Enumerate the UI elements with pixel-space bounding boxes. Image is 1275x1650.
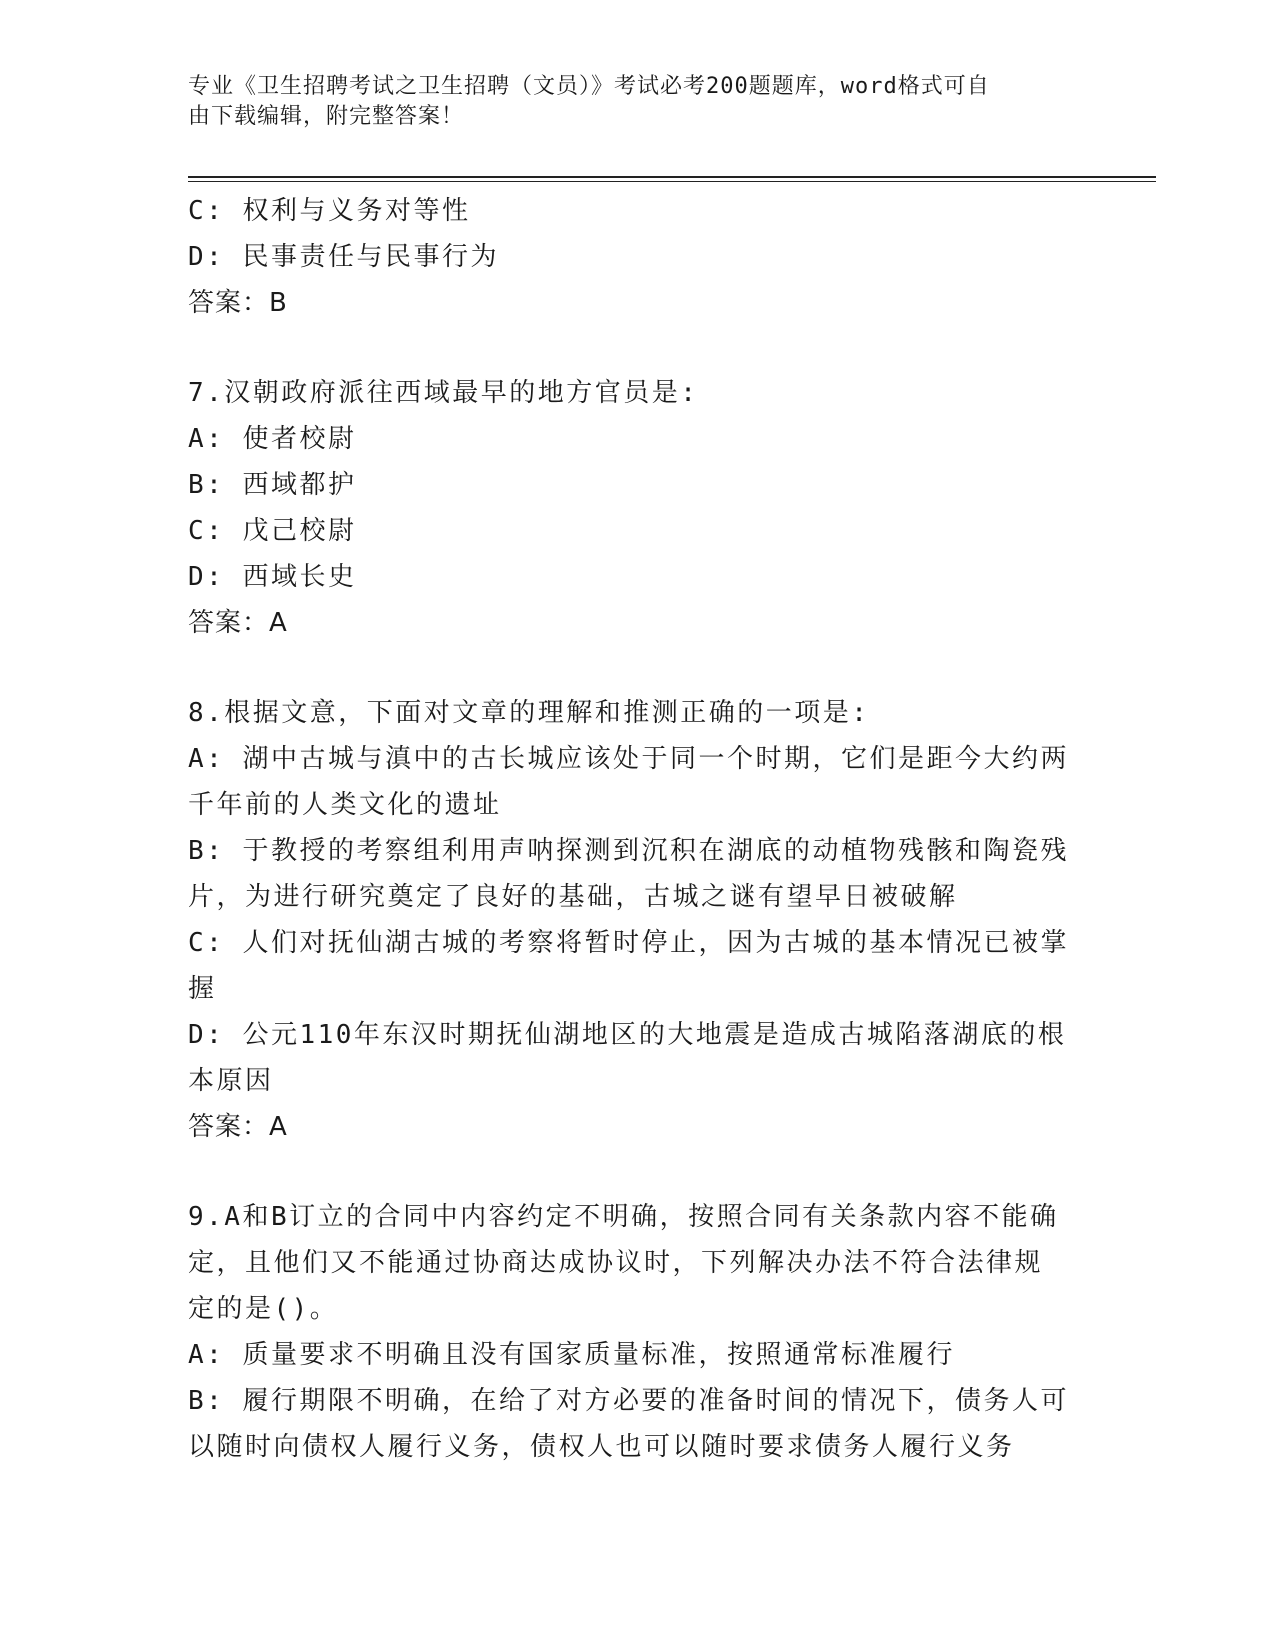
- option-d: D: 西域长史: [188, 562, 357, 592]
- option-b-line-2: 以随时向债权人履行义务，债权人也可以随时要求债务人履行义务: [188, 1432, 1015, 1462]
- option-c-line-1: C: 人们对抚仙湖古城的考察将暂时停止，因为古城的基本情况已被掌: [188, 928, 1069, 958]
- question-text-line-3: 定的是()。: [188, 1294, 339, 1324]
- question-7: [188, 370, 1088, 646]
- page-header: [188, 72, 1068, 132]
- option-d: D: 民事责任与民事行为: [188, 242, 499, 272]
- previous-question-tail: [188, 188, 1088, 326]
- option-d-line-2: 本原因: [188, 1066, 274, 1096]
- header-divider: [188, 176, 1156, 182]
- option-a: A: 使者校尉: [188, 424, 357, 454]
- option-c: C: 戊己校尉: [188, 516, 357, 546]
- option-a-line-2: 千年前的人类文化的遗址: [188, 790, 502, 820]
- option-b-line-1: B: 履行期限不明确，在给了对方必要的准备时间的情况下，债务人可: [188, 1386, 1069, 1416]
- option-a: A: 质量要求不明确且没有国家质量标准，按照通常标准履行: [188, 1340, 955, 1370]
- header-line-1: 专业《卫生招聘考试之卫生招聘（文员）》考试必考200题题库，word格式可自: [188, 74, 990, 99]
- option-c-line-2: 握: [188, 974, 217, 1004]
- question-text: 7.汉朝政府派往西域最早的地方官员是:: [188, 378, 699, 408]
- answer-text: 答案：B: [188, 288, 288, 318]
- option-b: B: 西域都护: [188, 470, 357, 500]
- option-b-line-2: 片，为进行研究奠定了良好的基础，古城之谜有望早日被破解: [188, 882, 958, 912]
- question-8: [188, 690, 1088, 1150]
- question-9: [188, 1194, 1088, 1470]
- question-text-line-2: 定，且他们又不能通过协商达成协议时，下列解决办法不符合法律规: [188, 1248, 1044, 1278]
- answer-text: 答案：A: [188, 1112, 288, 1142]
- option-d-line-1: D: 公元110年东汉时期抚仙湖地区的大地震是造成古城陷落湖底的根: [188, 1020, 1067, 1050]
- option-c: C: 权利与义务对等性: [188, 196, 471, 226]
- question-text-line-1: 9.A和B订立的合同中内容约定不明确，按照合同有关条款内容不能确: [188, 1202, 1059, 1232]
- header-line-2: 由下载编辑，附完整答案！: [188, 104, 465, 129]
- answer-text: 答案：A: [188, 608, 288, 638]
- question-text: 8.根据文意，下面对文章的理解和推测正确的一项是:: [188, 698, 870, 728]
- question-content: [188, 188, 1088, 1470]
- option-b-line-1: B: 于教授的考察组利用声呐探测到沉积在湖底的动植物残骸和陶瓷残: [188, 836, 1069, 866]
- option-a-line-1: A: 湖中古城与滇中的古长城应该处于同一个时期，它们是距今大约两: [188, 744, 1069, 774]
